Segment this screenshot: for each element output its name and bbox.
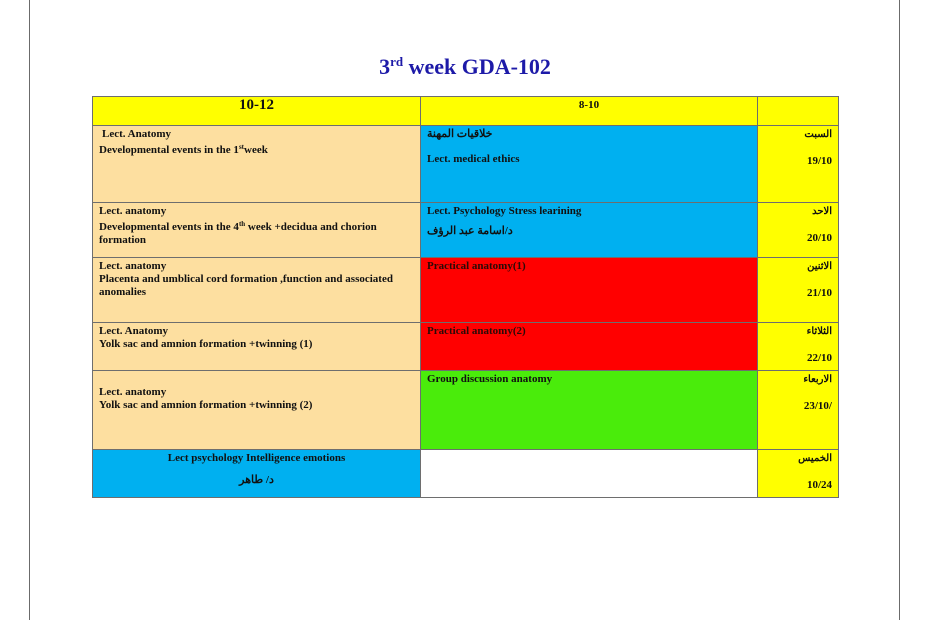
day-cell: [758, 323, 839, 371]
lecturer-name: د/اسامة عبد الرؤف: [427, 225, 513, 237]
day-cell: [758, 203, 839, 258]
day-name: الخميس: [798, 453, 832, 464]
session-type: Group discussion anatomy: [427, 373, 553, 385]
session-topic: Yolk sac and amnion formation +twinning (2): [99, 399, 313, 411]
session-type: Lect. anatomy: [99, 205, 167, 217]
day-date: 23/10/: [803, 400, 832, 412]
day-name: السبت: [804, 129, 832, 140]
session-cell-8-10: [421, 258, 758, 323]
day-date: 10/24: [806, 479, 832, 491]
day-name: الاحد: [812, 206, 832, 217]
session-topic: Placenta and umblical cord formation ,function and associated anomalies: [99, 273, 393, 298]
header-row: [93, 97, 839, 126]
session-type: Lect. Anatomy: [99, 325, 169, 337]
schedule-table: [92, 96, 839, 498]
table-row: [93, 323, 839, 371]
header-cell-day: [758, 97, 839, 126]
session-cell-10-12: [93, 126, 421, 203]
table-row: [93, 126, 839, 203]
page-border-right: [899, 0, 900, 620]
session-cell-10-12: [93, 371, 421, 450]
page-title: [0, 54, 930, 80]
session-cell-10-12: [93, 450, 421, 498]
header-cell-8-10: 8-10: [421, 97, 758, 126]
title-rest: week GDA-102: [403, 54, 551, 79]
session-cell-10-12: [93, 258, 421, 323]
day-date: 19/10: [806, 155, 832, 167]
day-name: الاربعاء: [803, 374, 832, 385]
session-type: Lect. anatomy: [99, 386, 167, 398]
table-row: [93, 258, 839, 323]
table-row: [93, 371, 839, 450]
session-arabic-title: خلاقيات المهنة: [427, 128, 493, 140]
session-type: Lect. anatomy: [99, 260, 167, 272]
day-cell: [758, 258, 839, 323]
session-cell-8-10: [421, 450, 758, 498]
lecturer-name: د/ طاهر: [239, 474, 274, 486]
day-cell: [758, 126, 839, 203]
session-topic: Developmental events in the 1stweek: [99, 143, 268, 156]
day-date: 21/10: [806, 287, 832, 299]
day-cell: [758, 450, 839, 498]
session-type: Lect. Psychology Stress learining: [427, 205, 582, 217]
session-cell-10-12: [93, 203, 421, 258]
page-border-left: [29, 0, 30, 620]
session-cell-8-10: [421, 371, 758, 450]
session-type: Practical anatomy(1): [427, 260, 526, 272]
header-cell-10-12: 10-12: [93, 97, 421, 126]
day-name: الثلاثاء: [806, 326, 832, 337]
table-row: [93, 450, 839, 498]
session-cell-8-10: [421, 203, 758, 258]
session-cell-10-12: [93, 323, 421, 371]
table-row: [93, 203, 839, 258]
session-type: Lect. medical ethics: [427, 153, 520, 165]
session-type: Lect psychology Intelligence emotions: [167, 452, 346, 464]
session-topic: Developmental events in the 4th week +decidua and chorion formation: [99, 220, 377, 246]
day-date: 22/10: [806, 352, 832, 364]
session-topic: Yolk sac and amnion formation +twinning (1): [99, 338, 313, 350]
session-cell-8-10: [421, 126, 758, 203]
title-ordinal: 3: [379, 54, 391, 79]
day-date: 20/10: [806, 232, 832, 244]
session-type: Practical anatomy(2): [427, 325, 526, 337]
title-ordinal-suffix: rd: [390, 54, 404, 69]
session-type: Lect. Anatomy: [102, 128, 172, 140]
day-cell: [758, 371, 839, 450]
day-name: الاثنين: [807, 261, 832, 272]
session-cell-8-10: [421, 323, 758, 371]
